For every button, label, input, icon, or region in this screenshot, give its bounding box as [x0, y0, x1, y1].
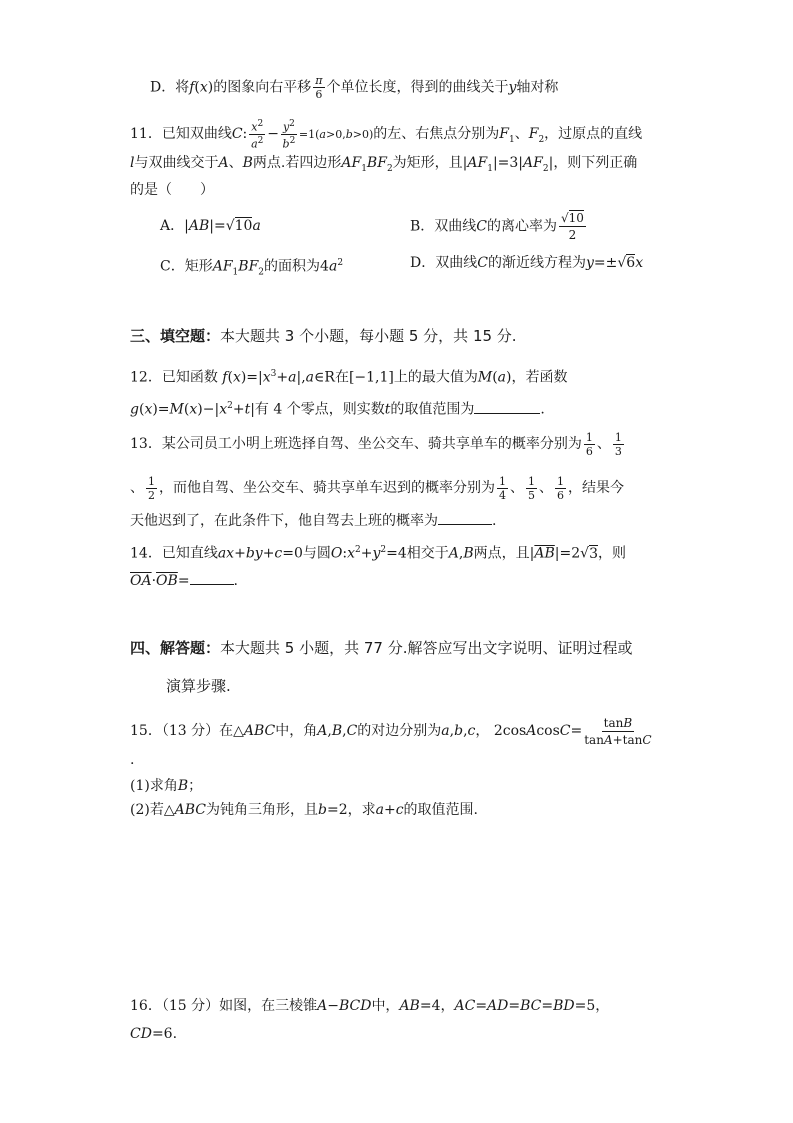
- section4-heading: 四、解答题：本大题共 5 小题，共 77 分.解答应写出文字说明、证明过程或: [130, 639, 633, 657]
- q15-sub1: (1)求角B；: [130, 778, 203, 794]
- q13-line1: 13．某公司员工小明上班选择自驾、坐公交车、骑共享单车的概率分别为 $\frac{1}{6}$ 、 $\frac{1}{3}$: [130, 430, 622, 458]
- q12-line2: $g(x)=M(x)-|x^2+t|$有 4 个零点，则实数t的取值范围为 .: [130, 396, 545, 420]
- q13-line2: 、 $\frac{1}{2}$ ，而他自驾、坐公交车、骑共享单车迟到的概率分别为 $\frac{1}{4}$ 、 $\frac{1}{5}$ 、 $\frac{1}{6}$ ，结果今: [130, 474, 624, 502]
- q14-answer-blank[interactable]: [190, 570, 234, 585]
- q11-stem-line2: l与双曲线交于A、B两点.若四边形$AF_1BF_2$为矩形，且$|AF_1|=3|AF_2|$，则下列正确: [130, 155, 638, 174]
- q16-line1: 16．（15 分）如图，在三棱锥A−BCD中，AB=4，AC=AD=BC=BD=5，: [130, 998, 610, 1014]
- q14-line1: 14．已知直线ax+by+c=0与圆$O:x^2+y^2=4$相交于A,B两点，且$|\overline{AB}|=2√3$，则: [130, 545, 626, 562]
- q12-answer-blank[interactable]: [474, 399, 540, 414]
- q12-line1: 12．已知函数 $f(x)=|x^3+a|,a\in R$在[−1,1]上的最大值为M(a)，若函数: [130, 369, 568, 386]
- q15-sub2: (2)若△ABC为钝角三角形，且b=2，求a+c的取值范围.: [130, 802, 478, 818]
- section3-heading: 三、填空题：本大题共 3 个小题，每小题 5 分，共 15 分.: [130, 327, 517, 345]
- q11-option-d: D．双曲线C的渐近线方程为y=±√6x: [410, 255, 644, 271]
- q11-option-a: A．|AB|=√10a: [160, 218, 261, 234]
- q11-option-b: B．双曲线C的离心率为 $\frac{√10}{2}$: [410, 211, 584, 242]
- q13-line3: 天他迟到了，在此条件下，他自驾去上班的概率为 .: [130, 510, 496, 531]
- q11-number: 11．: [130, 126, 162, 143]
- q14-line2: $\overline{OA}\cdot\overline{OB}=$ .: [130, 570, 238, 591]
- section4-heading-cont: 演算步骤.: [166, 677, 231, 695]
- q11-option-c: C．矩形$AF_1BF_2$的面积为$4a^2$: [160, 258, 344, 278]
- q16-line2: CD=6.: [130, 1026, 178, 1042]
- q13-answer-blank[interactable]: [438, 510, 492, 525]
- q15-line1: 15．（13 分）在△ABC中，角A,B,C的对边分别为a,b,c， 2cosAcosC= $\frac{\tan B}{\tan A+\tan C}$: [130, 715, 652, 747]
- q11-stem-line1: 11．已知双曲线C: $\frac{x^2}{a^2}$ − $\frac{y^2}{b^2}$ =1(a>0,b>0)的左、右焦点分别为$F_1$、$F_2$，过原点的直线: [130, 119, 643, 151]
- q10-option-d: D．将f(x)的图象向右平移 $\frac{\pi}{6}$ 个单位长度，得到的曲线关于y轴对称: [150, 74, 559, 101]
- q11-stem-line3: 的是（ ）: [130, 182, 214, 198]
- q15-period: .: [130, 752, 135, 768]
